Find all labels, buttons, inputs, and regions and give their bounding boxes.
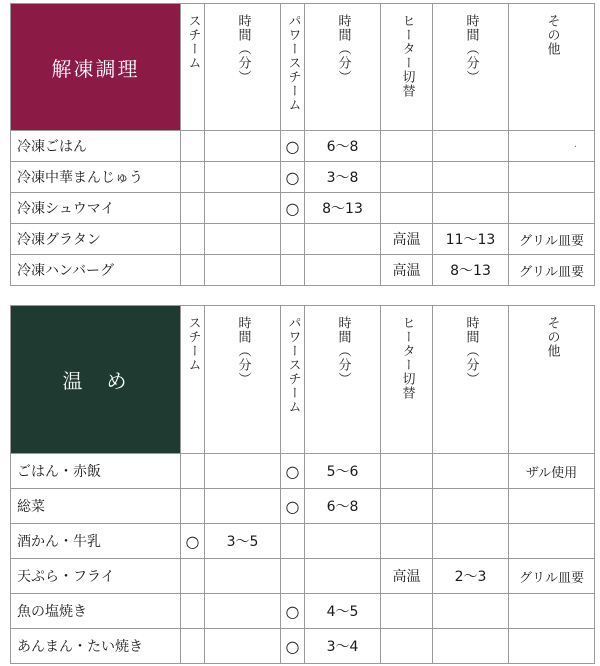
- heater-header: ヒーター切替: [381, 4, 433, 131]
- power-steam-mark: [281, 255, 305, 286]
- power-steam-mark: ○: [281, 489, 305, 524]
- table-row: [11, 524, 595, 559]
- other-note: グリル皿要: [509, 559, 595, 594]
- steam-mark: [181, 629, 205, 664]
- heater-mode: [381, 162, 433, 193]
- power-time-header: 時間（分）: [305, 4, 381, 131]
- table-row: [11, 255, 595, 286]
- heater-time: [433, 489, 509, 524]
- steam-mark: [181, 489, 205, 524]
- food-name: 酒かん・牛乳: [11, 524, 181, 559]
- steam-time: [205, 193, 281, 224]
- heater-time-header: 時間（分）: [433, 306, 509, 454]
- other-note: [509, 524, 595, 559]
- table-row: [11, 162, 595, 193]
- heater-time: 11～13: [433, 224, 509, 255]
- heater-mode: [381, 489, 433, 524]
- warm-header-row: [11, 306, 595, 454]
- table-row: [11, 629, 595, 664]
- power-steam-mark: [281, 524, 305, 559]
- other-note: ザル使用: [509, 454, 595, 489]
- heater-time: 8～13: [433, 255, 509, 286]
- power-steam-header: パワースチーム: [281, 306, 305, 454]
- other-note: [509, 131, 595, 162]
- warm-table: [10, 305, 595, 664]
- power-steam-mark: ○: [281, 162, 305, 193]
- steam-time: [205, 224, 281, 255]
- heater-time: [433, 162, 509, 193]
- heater-mode: [381, 131, 433, 162]
- warm-title: 温 め: [11, 306, 181, 454]
- defrost-title: 解凍調理: [11, 4, 181, 131]
- heater-mode: 高温: [381, 255, 433, 286]
- steam-mark: [181, 559, 205, 594]
- stray-mark: ·: [573, 141, 578, 153]
- power-steam-mark: [281, 224, 305, 255]
- power-time: 5～6: [305, 454, 381, 489]
- steam-time: 3～5: [205, 524, 281, 559]
- other-header: その他: [509, 306, 595, 454]
- steam-time: [205, 489, 281, 524]
- heater-header: ヒーター切替: [381, 306, 433, 454]
- power-steam-mark: ○: [281, 454, 305, 489]
- food-name: 総菜: [11, 489, 181, 524]
- other-note: [509, 489, 595, 524]
- food-name: 冷凍シュウマイ: [11, 193, 181, 224]
- defrost-header-row: [11, 4, 595, 131]
- steam-mark: [181, 454, 205, 489]
- steam-time: [205, 162, 281, 193]
- power-time: [305, 255, 381, 286]
- other-note: グリル皿要: [509, 255, 595, 286]
- other-note: [509, 162, 595, 193]
- heater-time: 2～3: [433, 559, 509, 594]
- power-steam-mark: [281, 559, 305, 594]
- heater-time: [433, 524, 509, 559]
- power-steam-header: パワースチーム: [281, 4, 305, 131]
- steam-time-header: 時間（分）: [205, 306, 281, 454]
- food-name: ごはん・赤飯: [11, 454, 181, 489]
- food-name: 魚の塩焼き: [11, 594, 181, 629]
- table-row: [11, 454, 595, 489]
- heater-time: [433, 193, 509, 224]
- steam-time: [205, 594, 281, 629]
- power-time: [305, 524, 381, 559]
- heater-mode: [381, 193, 433, 224]
- power-time-header: 時間（分）: [305, 306, 381, 454]
- table-row: [11, 193, 595, 224]
- food-name: 冷凍グラタン: [11, 224, 181, 255]
- food-name: 冷凍ハンバーグ: [11, 255, 181, 286]
- steam-time-header: 時間（分）: [205, 4, 281, 131]
- food-name: 冷凍中華まんじゅう: [11, 162, 181, 193]
- steam-header: スチーム: [181, 306, 205, 454]
- heater-mode: [381, 594, 433, 629]
- food-name: 冷凍ごはん: [11, 131, 181, 162]
- other-header: その他: [509, 4, 595, 131]
- other-note: [509, 629, 595, 664]
- power-steam-mark: ○: [281, 629, 305, 664]
- table-row: [11, 131, 595, 162]
- heater-time: [433, 594, 509, 629]
- power-steam-mark: ○: [281, 193, 305, 224]
- steam-header: スチーム: [181, 4, 205, 131]
- power-steam-mark: ○: [281, 131, 305, 162]
- power-time: 4～5: [305, 594, 381, 629]
- power-time: 3～4: [305, 629, 381, 664]
- power-time: 3～8: [305, 162, 381, 193]
- steam-mark: [181, 162, 205, 193]
- power-time: 8～13: [305, 193, 381, 224]
- power-steam-mark: ○: [281, 594, 305, 629]
- heater-time: [433, 629, 509, 664]
- heater-mode: 高温: [381, 559, 433, 594]
- power-time: [305, 224, 381, 255]
- table-row: [11, 489, 595, 524]
- steam-time: [205, 255, 281, 286]
- power-time: [305, 559, 381, 594]
- defrost-table: [10, 3, 595, 286]
- heater-mode: [381, 454, 433, 489]
- heater-time-header: 時間（分）: [433, 4, 509, 131]
- heater-time: [433, 131, 509, 162]
- heater-mode: 高温: [381, 224, 433, 255]
- heater-time: [433, 454, 509, 489]
- steam-mark: [181, 594, 205, 629]
- table-row: [11, 559, 595, 594]
- food-name: 天ぷら・フライ: [11, 559, 181, 594]
- steam-mark: [181, 193, 205, 224]
- steam-mark: ○: [181, 524, 205, 559]
- steam-mark: [181, 255, 205, 286]
- table-row: [11, 594, 595, 629]
- steam-time: [205, 454, 281, 489]
- other-note: [509, 594, 595, 629]
- food-name: あんまん・たい焼き: [11, 629, 181, 664]
- heater-mode: [381, 524, 433, 559]
- heater-mode: [381, 629, 433, 664]
- other-note: グリル皿要: [509, 224, 595, 255]
- steam-time: [205, 629, 281, 664]
- table-row: [11, 224, 595, 255]
- power-time: 6～8: [305, 131, 381, 162]
- power-time: 6～8: [305, 489, 381, 524]
- steam-mark: [181, 224, 205, 255]
- steam-time: [205, 131, 281, 162]
- other-note: [509, 193, 595, 224]
- steam-mark: [181, 131, 205, 162]
- steam-time: [205, 559, 281, 594]
